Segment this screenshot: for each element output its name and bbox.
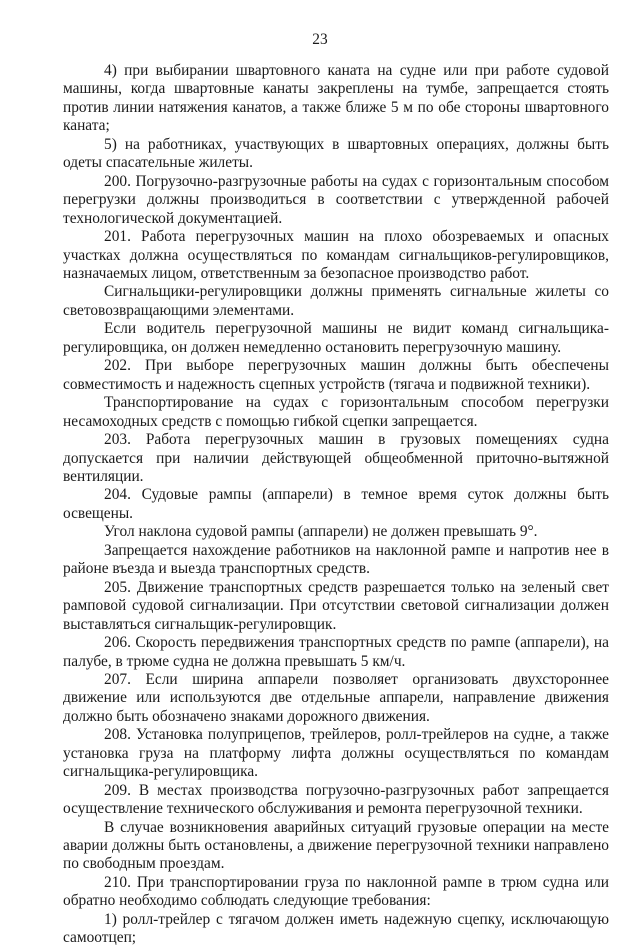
page-number: 23: [312, 31, 328, 48]
paragraph-203: 203. Работа перегрузочных машин в грузовых помещениях судна допускается при наличии действующей общеобменной приточно-вытяжной вентиляции.: [63, 431, 609, 485]
paragraph-ramp-prohibition: Запрещается нахождение работников на наклонной рампе и напротив нее в районе въезда и выезда транспортных средств.: [63, 541, 609, 578]
paragraph-206: 206. Скорость передвижения транспортных средств по рампе (аппарели), на палубе, в трюме судна не должна превышать 5 км/ч.: [63, 634, 609, 670]
paragraph-item-1-roll-trailer: 1) ролл-трейлер с тягачом должен иметь надежную сцепку, исключающую самоотцеп;: [63, 910, 609, 947]
paragraph-flexible-coupling: Транспортирование на судах с горизонтальным способом перегрузки несамоходных средств с помощью гибкой сцепки запрещается.: [63, 394, 609, 430]
paragraph-209: 209. В местах производства погрузочно-разгрузочных работ запрещается осуществление технического обслуживания и ремонта перегрузочной техники.: [63, 781, 609, 818]
paragraph-200: 200. Погрузочно-разгрузочные работы на судах с горизонтальным способом перегрузки должны производиться в соответствии с утвержденной рабочей технологической документацией.: [63, 172, 609, 227]
paragraph-205: 205. Движение транспортных средств разрешается только на зеленый свет рамповой судовой сигнализации. При отсутствии световой сигнализации должен выставляться сигнальщик-регулировщик.: [63, 578, 609, 633]
document-body: [63, 62, 609, 948]
paragraph-item-5-life-jackets: 5) на работниках, участвующих в швартовных операциях, должны быть одеты спасательные жилеты.: [63, 135, 609, 172]
paragraph-207: 207. Если ширина аппарели позволяет организовать двухстороннее движение или используются две отдельные аппарели, направление движения должно быть обозначено знаками дорожного движения.: [63, 670, 609, 725]
paragraph-signal-vests: Сигнальщики-регулировщики должны применять сигнальные жилеты со световозвращающими элементами.: [63, 283, 609, 319]
paragraph-ramp-angle: Угол наклона судовой рампы (аппарели) не должен превышать 9°.: [104, 523, 538, 541]
paragraph-201: 201. Работа перегрузочных машин на плохо обозреваемых и опасных участках должна осуществляться по командам сигнальщиков-регулировщиков, назначаемых лицом, ответственным за безопасное производство работ.: [63, 228, 609, 282]
paragraph-208: 208. Установка полуприцепов, трейлеров, ролл-трейлеров на судне, а также установка груза на платформу лифта должны осуществляться по командам сигнальщика-регулировщика.: [63, 726, 609, 781]
paragraph-202: 202. При выборе перегрузочных машин должны быть обеспечены совместимость и надежность сцепных устройств (тягача и подвижной техники).: [63, 357, 609, 393]
paragraph-driver-stop: Если водитель перегрузочной машины не видит команд сигнальщика-регулировщика, он должен немедленно остановить перегрузочную машину.: [63, 320, 609, 356]
paragraph-204: 204. Судовые рампы (аппарели) в темное время суток должны быть освещены.: [63, 486, 609, 522]
paragraph-emergency: В случае возникновения аварийных ситуаций грузовые операции на месте аварии должны быть остановлены, а движение перегрузочной техники направлено по свободным проездам.: [63, 818, 609, 873]
paragraph-item-4-mooring-line: 4) при выбирании швартовного каната на судне или при работе судовой машины, когда швартовные канаты закреплены на тумбе, запрещается стоять против линии натяжения канатов, а также ближе 5 м по обе стороны швартовного каната;: [63, 62, 609, 135]
paragraph-210: 210. При транспортировании груза по наклонной рампе в трюм судна или обратно необходимо соблюдать следующие требования:: [63, 873, 609, 910]
